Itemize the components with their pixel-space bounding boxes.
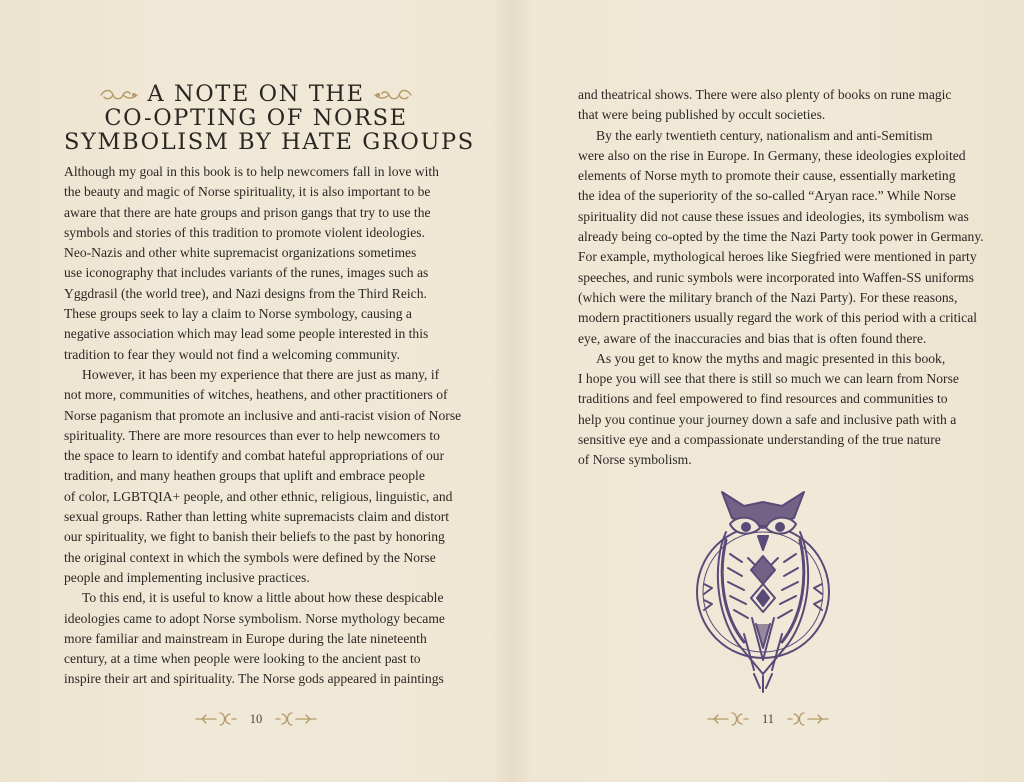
text-line: the beauty and magic of Norse spirituality, it is also important to be	[64, 184, 431, 200]
text-line: negative association which may lead some people interested in this	[64, 326, 429, 342]
text-line: not more, communities of witches, heathens, and other practitioners of	[64, 387, 448, 403]
text-line: use iconography that includes variants of the runes, images such as	[64, 265, 429, 281]
text-line: aware that there are hate groups and prison gangs that try to use the	[64, 204, 431, 220]
text-line: spirituality did not cause these issues and ideologies, its symbolism was	[578, 208, 969, 224]
text-line: Although my goal in this book is to help newcomers fall in love with	[64, 164, 439, 179]
page-number: 11	[761, 711, 775, 726]
text-line: Yggdrasil (the world tree), and Nazi designs from the Third Reich.	[64, 285, 427, 301]
text-line: our spirituality, we fight to banish their beliefs to the past by honoring	[64, 529, 445, 545]
page-number-footer-left	[0, 710, 512, 728]
heading-line-1: A NOTE ON THE	[147, 81, 365, 107]
text-line: By the early twentieth century, nationalism and anti-Semitism	[596, 127, 933, 143]
text-line: sexual groups. Rather than letting white supremacists claim and distort	[64, 509, 450, 525]
text-line: the space to learn to identify and combat hateful appropriations of our	[64, 448, 445, 464]
text-line: For example, mythological heroes like Siegfried were mentioned in party	[578, 249, 977, 265]
text-line: inspire their art and spirituality. The Norse gods appeared in paintings	[64, 671, 444, 687]
text-line: century, at a time when people were looking to the ancient past to	[64, 651, 421, 667]
folio-ornament-left-icon	[194, 710, 238, 728]
text-line: were also on the rise in Europe. In Germany, these ideologies exploited	[578, 147, 966, 163]
text-line: of Norse symbolism.	[578, 452, 692, 468]
text-line: To this end, it is useful to know a little about how these despicable	[82, 590, 444, 606]
text-line: Neo-Nazis and other white supremacist organizations sometimes	[64, 245, 417, 261]
text-line: traditions and feel empowered to find resources and communities to	[578, 391, 948, 407]
flourish-right-icon	[373, 87, 413, 103]
text-line: tradition, and many heathen groups that uplift and embrace people	[64, 468, 425, 484]
text-line: (which were the military branch of the Nazi Party). For these reasons,	[578, 289, 958, 305]
text-line: of color, LGBTQIA+ people, and other ethnic, religious, linguistic, and	[64, 488, 453, 504]
folio-ornament-right-icon	[786, 710, 830, 728]
text-line: elements of Norse myth to promote their cause, essentially marketing	[578, 168, 956, 184]
left-body-text	[64, 162, 462, 690]
owl-illustration	[682, 484, 844, 694]
text-line: the idea of the superiority of the so-called “Aryan race.” While Norse	[578, 188, 956, 204]
page-title	[64, 81, 475, 155]
text-line: people and implementing inclusive practices.	[64, 569, 310, 585]
flourish-left-icon	[99, 87, 139, 103]
heading-line-3: SYMBOLISM BY HATE GROUPS	[64, 129, 475, 155]
text-line: These groups seek to lay a claim to Norse symbology, causing a	[64, 306, 412, 322]
text-line: spirituality. There are more resources than ever to help newcomers to	[64, 427, 440, 443]
page-number: 10	[249, 711, 263, 726]
text-line: tradition to fear they would not find a welcoming community.	[64, 346, 400, 362]
heading-line-2: CO-OPTING OF NORSE	[104, 105, 408, 131]
page-number-footer-right	[512, 710, 1024, 728]
text-line: and theatrical shows. There were also plenty of books on rune magic	[578, 87, 952, 102]
text-line: more familiar and mainstream in Europe during the late nineteenth	[64, 630, 427, 646]
text-line: help you continue your journey down a safe and inclusive path with a	[578, 411, 957, 427]
text-line: Norse paganism that promote an inclusive and anti-racist vision of Norse	[64, 407, 462, 423]
text-line: ideologies came to adopt Norse symbolism. Norse mythology became	[64, 610, 445, 626]
text-line: eye, aware of the inaccuracies and bias that is often found there.	[578, 330, 927, 346]
text-line: modern practitioners usually regard the work of this period with a critical	[578, 310, 978, 326]
text-line: As you get to know the myths and magic presented in this book,	[596, 350, 946, 366]
text-line: symbols and stories of this tradition to promote violent ideologies.	[64, 224, 425, 240]
text-line: that were being published by occult societies.	[578, 107, 826, 123]
text-line: already being co-opted by the time the Nazi Party took power in Germany.	[578, 229, 984, 245]
text-line: the original context in which the symbols were defined by the Norse	[64, 549, 436, 565]
text-line: I hope you will see that there is still so much we can learn from Norse	[578, 371, 959, 387]
text-line: However, it has been my experience that there are just as many, if	[82, 366, 440, 382]
folio-ornament-right-icon	[274, 710, 318, 728]
right-page	[512, 0, 1024, 782]
text-line: sensitive eye and a compassionate understanding of the true nature	[578, 432, 941, 448]
folio-ornament-left-icon	[706, 710, 750, 728]
right-body-text	[578, 85, 984, 471]
text-line: speeches, and runic symbols were incorporated into Waffen-SS uniforms	[578, 269, 974, 285]
